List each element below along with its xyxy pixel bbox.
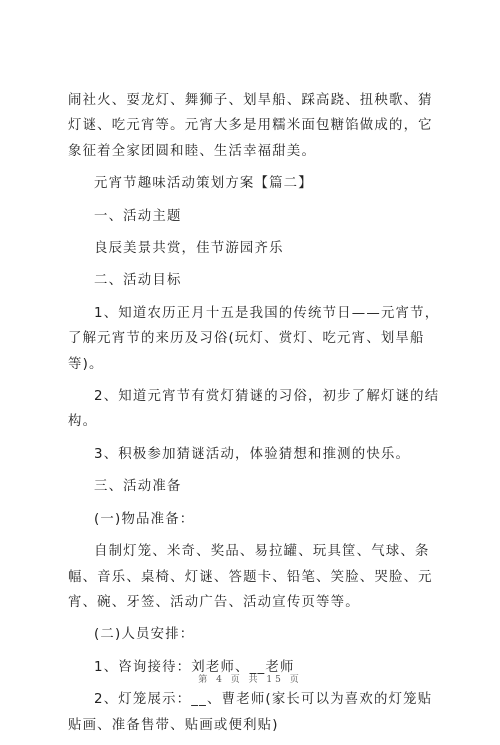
list-item: 1、咨询接待：刘老师、__老师 bbox=[94, 659, 295, 675]
list-item: 2、灯笼展示：__、曹老师(家长可以为喜欢的灯笼贴贴画、准备售带、贴画或便利贴) bbox=[68, 692, 433, 733]
list-item: 3、积极参加猜谜活动，体验猜想和推测的快乐。 bbox=[94, 446, 411, 462]
paragraph: 闹社火、耍龙灯、舞狮子、划旱船、踩高跷、扭秧歌、猜灯谜、吃元宵等。元宵大多是用糯米面包糖馅做成的，它象征着全家团圆和睦、生活幸福甜美。 bbox=[68, 93, 433, 159]
page-number-footer: 第 4 页 共 15 页 bbox=[198, 675, 302, 685]
paragraph: 良辰美景共赏，佳节游园齐乐 bbox=[94, 241, 284, 257]
section-title: 元宵节趣味活动策划方案【篇二】 bbox=[94, 176, 313, 192]
list-item: 2、知道元宵节有赏灯猜谜的习俗，初步了解灯谜的结构。 bbox=[68, 389, 440, 430]
paragraph: 自制灯笼、米奇、奖品、易拉罐、玩具筐、气球、条幅、音乐、桌椅、灯谜、答题卡、铅笔、笑脸、哭脸、元宵、碗、牙签、活动广告、活动宣传页等等。 bbox=[68, 544, 433, 610]
subheading-staffing: (二)人员安排： bbox=[94, 627, 195, 643]
list-item: 1、知道农历正月十五是我国的传统节日——元宵节，了解元宵节的来历及习俗(玩灯、赏灯、吃元宵、划旱船等)。 bbox=[68, 305, 440, 372]
heading-activity-preparation: 三、活动准备 bbox=[94, 479, 182, 495]
heading-activity-goals: 二、活动目标 bbox=[94, 273, 182, 289]
subheading-materials: (一)物品准备： bbox=[94, 511, 195, 527]
document-body bbox=[68, 88, 440, 745]
heading-activity-theme: 一、活动主题 bbox=[94, 208, 182, 224]
